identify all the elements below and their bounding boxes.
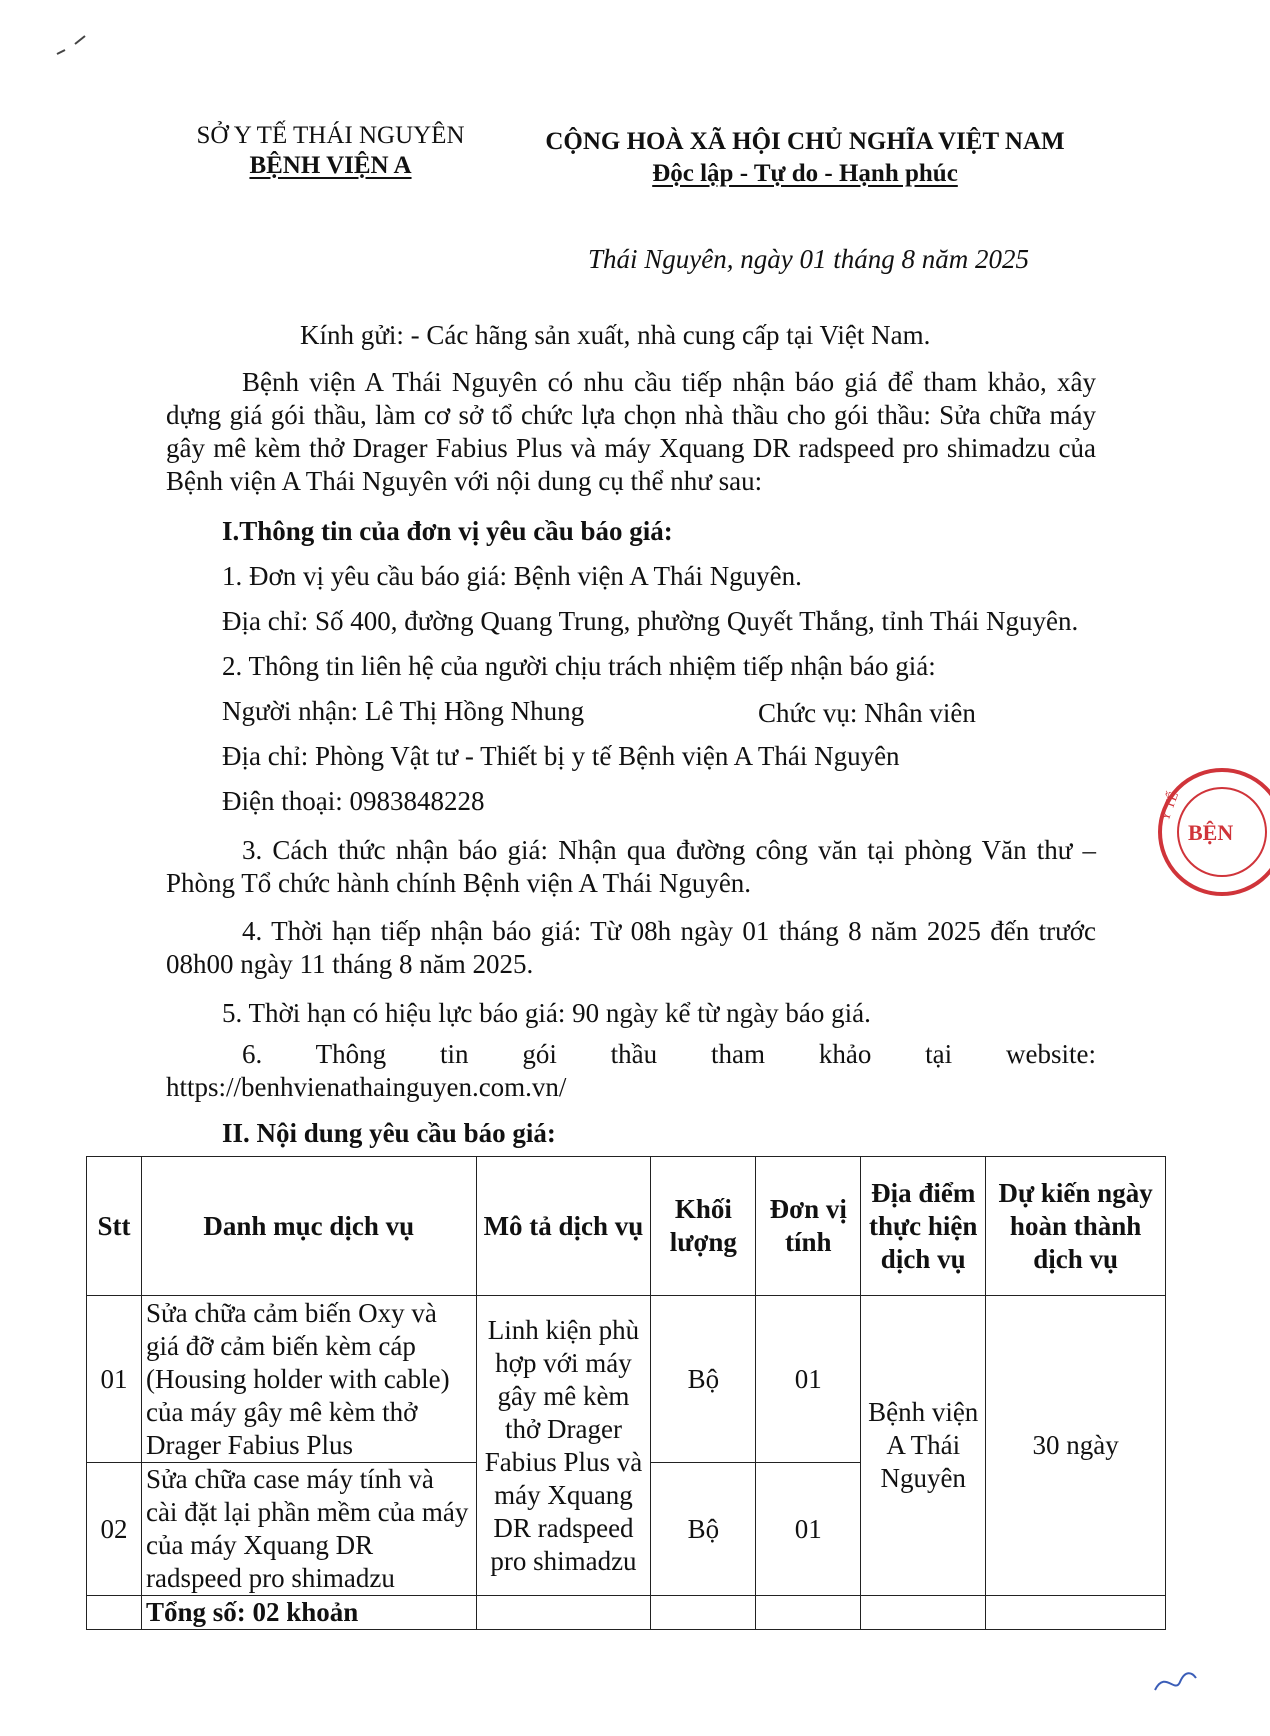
header-cell: Đơn vị tính bbox=[756, 1157, 861, 1296]
stamp-text-2: Y TẾ bbox=[1157, 790, 1183, 824]
table-total-row bbox=[87, 1596, 1166, 1630]
row-unit: 01 bbox=[756, 1296, 861, 1463]
national-motto-block bbox=[540, 126, 1070, 190]
header-cell: Dự kiến ngày hoàn thành dịch vụ bbox=[986, 1157, 1166, 1296]
section-1-heading: I.Thông tin của đơn vị yêu cầu báo giá: bbox=[222, 516, 673, 546]
row-unit: 01 bbox=[756, 1463, 861, 1596]
receiver-address: Địa chỉ: Phòng Vật tư - Thiết bị y tế Bệnh viện A Thái Nguyên bbox=[222, 741, 900, 771]
agency-name: SỞ Y TẾ THÁI NGUYÊN bbox=[196, 122, 465, 149]
row-quantity: Bộ bbox=[651, 1296, 756, 1463]
header-cell: Địa điểm thực hiện dịch vụ bbox=[861, 1157, 986, 1296]
receiver-phone: Điện thoại: 0983848228 bbox=[222, 786, 485, 816]
section-2-heading: II. Nội dung yêu cầu báo giá: bbox=[222, 1118, 556, 1148]
recipient-line: Kính gửi: - Các hãng sản xuất, nhà cung cấp tại Việt Nam. bbox=[300, 320, 931, 350]
header-cell: Stt bbox=[87, 1157, 142, 1296]
total-cell: Tổng số: 02 khoản bbox=[141, 1596, 476, 1630]
stamp-text-1: BỆN bbox=[1188, 820, 1234, 845]
requester-address: Địa chỉ: Số 400, đường Quang Trung, phường Quyết Thắng, tỉnh Thái Nguyên. bbox=[222, 606, 1079, 636]
nation-motto: Độc lập - Tự do - Hạnh phúc bbox=[652, 160, 958, 187]
header-cell: Mô tả dịch vụ bbox=[476, 1157, 651, 1296]
signature-mark-bottom-right bbox=[1150, 1660, 1200, 1700]
hospital-name: BỆNH VIỆN A bbox=[249, 152, 412, 179]
table-row bbox=[87, 1296, 1166, 1463]
table-header-row bbox=[87, 1157, 1166, 1296]
row-stt: 02 bbox=[87, 1463, 142, 1596]
header-cell: Khối lượng bbox=[651, 1157, 756, 1296]
item-3: 3. Cách thức nhận báo giá: Nhận qua đường công văn tại phòng Văn thư – Phòng Tổ chức hành chính Bệnh viện A Thái Nguyên. bbox=[166, 835, 1096, 898]
shared-description-cell: Linh kiện phù hợp với máy gây mê kèm thở Drager Fabius Plus và máy Xquang DR radspeed pro shimadzu bbox=[476, 1296, 651, 1596]
pen-mark-top-left bbox=[55, 30, 95, 60]
item-1: 1. Đơn vị yêu cầu báo giá: Bệnh viện A Thái Nguyên. bbox=[222, 561, 802, 591]
row-quantity: Bộ bbox=[651, 1463, 756, 1596]
item-6: 6. Thông tin gói thầu tham khảo tại website: https://benhvienathainguyen.com.vn/ bbox=[166, 1039, 1096, 1102]
row-service: Sửa chữa cảm biến Oxy và giá đỡ cảm biến kèm cáp (Housing holder with cable) của máy gây mê kèm thở Drager Fabius Plus bbox=[141, 1296, 476, 1463]
receiver-name: Người nhận: Lê Thị Hồng Nhung bbox=[222, 696, 585, 726]
official-seal-stamp bbox=[1150, 760, 1270, 880]
item-5: 5. Thời hạn có hiệu lực báo giá: 90 ngày kể từ ngày báo giá. bbox=[222, 998, 871, 1028]
row-stt: 01 bbox=[87, 1296, 142, 1463]
header-cell: Danh mục dịch vụ bbox=[141, 1157, 476, 1296]
agency-block bbox=[193, 121, 468, 181]
nation-title: CỘNG HOÀ XÃ HỘI CHỦ NGHĨA VIỆT NAM bbox=[545, 128, 1065, 155]
receiver-position: Chức vụ: Nhân viên bbox=[758, 698, 976, 728]
shared-location-cell: Bệnh viện A Thái Nguyên bbox=[861, 1296, 986, 1596]
intro-paragraph: Bệnh viện A Thái Nguyên có nhu cầu tiếp nhận báo giá để tham khảo, xây dựng giá gói thầu, làm cơ sở tổ chức lựa chọn nhà thầu cho gói thầu: Sửa chữa máy gây mê kèm thở Drager Fabius Plus và máy Xquang DR radspeed pro shimadzu của Bệnh viện A Thái Nguyên với nội dung cụ thể như sau: bbox=[166, 367, 1096, 496]
item-2: 2. Thông tin liên hệ của người chịu trách nhiệm tiếp nhận báo giá: bbox=[222, 651, 936, 681]
request-table bbox=[86, 1156, 1166, 1630]
row-service: Sửa chữa case máy tính và cài đặt lại phần mềm của máy của máy Xquang DR radspeed pro shimadzu bbox=[141, 1463, 476, 1596]
date-line: Thái Nguyên, ngày 01 tháng 8 năm 2025 bbox=[588, 244, 1029, 274]
shared-completion-cell: 30 ngày bbox=[986, 1296, 1166, 1596]
item-4: 4. Thời hạn tiếp nhận báo giá: Từ 08h ngày 01 tháng 8 năm 2025 đến trước 08h00 ngày 11 tháng 8 năm 2025. bbox=[166, 916, 1096, 979]
